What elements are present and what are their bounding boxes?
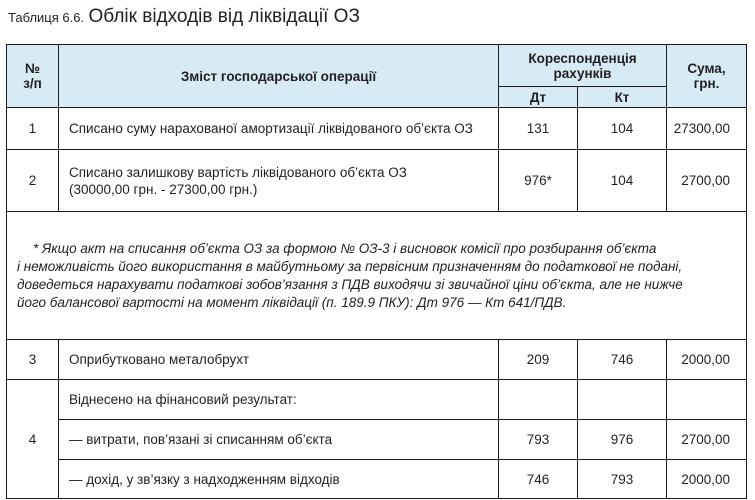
table-row	[7, 380, 747, 420]
table-row	[7, 150, 747, 212]
subrow-text: — дохід, у зв’язку з надходженням відходів	[59, 460, 499, 499]
row-credit: 746	[578, 340, 667, 380]
header-num: № з/п	[7, 45, 59, 108]
header-sum: Сума, грн.	[667, 45, 747, 108]
subrow-credit: 976	[578, 420, 667, 460]
row-debit: 976*	[499, 150, 578, 212]
row-debit	[499, 380, 578, 420]
header-content: Зміст господарської операції	[59, 45, 499, 108]
table-subrow	[7, 460, 747, 499]
row-text-line: (30000,00 грн. - 27300,00 грн.)	[69, 181, 258, 197]
footnote-line: його балансової вартості на момент ліквідації (п. 189.9 ПКУ): Дт 976 — Кт 641/ПДВ.	[17, 294, 567, 310]
header-debit: Дт	[499, 87, 578, 108]
subrow-credit: 793	[578, 460, 667, 499]
row-text	[59, 150, 499, 212]
row-credit: 104	[578, 150, 667, 212]
footnote-line: доведеться нарахувати податкові зобов’язання з ПДВ виходячи зі звичайної ціни об’єкта, але не нижче	[17, 276, 683, 292]
row-sum	[667, 380, 747, 420]
accounting-table	[6, 44, 747, 499]
row-sum: 27300,00	[667, 108, 747, 150]
header-row	[7, 45, 747, 87]
subrow-debit: 793	[499, 420, 578, 460]
row-number: 3	[7, 340, 59, 380]
footnote	[7, 212, 747, 340]
row-text: Віднесено на фінансовий результат:	[59, 380, 499, 420]
footnote-row	[7, 212, 747, 340]
row-text-line: Списано залишкову вартість ліквідованого об’єкта ОЗ	[69, 164, 407, 180]
row-debit: 209	[499, 340, 578, 380]
row-credit	[578, 380, 667, 420]
table-caption	[8, 6, 360, 28]
footnote-line: і неможливість його використання в майбутньому за первісним призначенням до податкової не подані,	[17, 258, 683, 274]
row-debit: 131	[499, 108, 578, 150]
caption-label: Таблиця 6.6.	[8, 10, 85, 25]
header-credit: Кт	[578, 87, 667, 108]
subrow-debit: 746	[499, 460, 578, 499]
footnote-line: * Якщо акт на списання об’єкта ОЗ за формою № ОЗ-3 і висновок комісії про розбирання об’єкта	[33, 240, 657, 256]
row-number: 4	[7, 380, 59, 499]
subrow-sum: 2000,00	[667, 460, 747, 499]
row-text: Оприбутковано металобрухт	[59, 340, 499, 380]
row-text: Списано суму нарахованої амортизації ліквідованого об’єкта ОЗ	[59, 108, 499, 150]
row-sum: 2700,00	[667, 150, 747, 212]
table-row	[7, 108, 747, 150]
row-number: 1	[7, 108, 59, 150]
table-row	[7, 340, 747, 380]
table-subrow	[7, 420, 747, 460]
caption-title: Облік відходів від ліквідації ОЗ	[88, 6, 360, 27]
subrow-text: — витрати, пов’язані зі списанням об’єкта	[59, 420, 499, 460]
subrow-sum: 2700,00	[667, 420, 747, 460]
row-number: 2	[7, 150, 59, 212]
row-credit: 104	[578, 108, 667, 150]
row-sum: 2000,00	[667, 340, 747, 380]
header-correspondence: Кореспонденція рахунків	[499, 45, 667, 87]
